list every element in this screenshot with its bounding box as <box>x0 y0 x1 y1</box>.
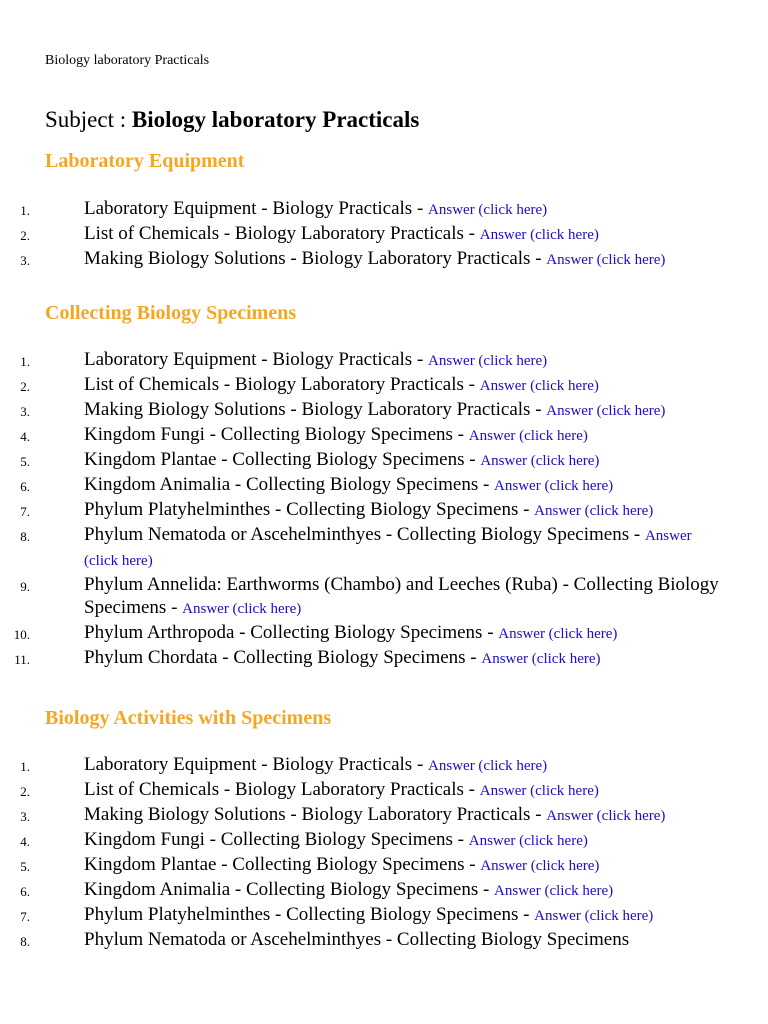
list-item-number: 8. <box>20 934 30 949</box>
list-item-text: Kingdom Fungi - Collecting Biology Specimens - <box>84 424 464 445</box>
list-item-number: 1. <box>20 203 30 218</box>
list-item <box>0 853 724 878</box>
list-item-number: 1. <box>20 354 30 369</box>
answer-link[interactable]: Answer (click here) <box>182 601 302 617</box>
list-item-text: Phylum Chordata - Collecting Biology Specimens - <box>84 647 477 668</box>
list-item-text: Kingdom Plantae - Collecting Biology Specimens - <box>84 449 476 470</box>
list-item-text: Kingdom Plantae - Collecting Biology Specimens - <box>84 854 476 875</box>
list-item <box>0 423 724 448</box>
list-item-number: 6. <box>20 479 30 494</box>
answer-link[interactable]: Answer (click here) <box>480 453 600 469</box>
list-item <box>0 803 724 828</box>
answer-link[interactable]: Answer (click here) <box>479 378 599 394</box>
list-laboratory-equipment <box>0 197 768 272</box>
list-item-text: Laboratory Equipment - Biology Practicals - <box>84 754 424 775</box>
answer-link[interactable]: Answer (click here) <box>498 626 618 642</box>
answer-link[interactable]: Answer (click here) <box>480 858 600 874</box>
list-item-number: 5. <box>20 454 30 469</box>
list-item-number: 1. <box>20 759 30 774</box>
list-item <box>0 621 724 646</box>
list-item-number: 11. <box>14 652 30 667</box>
list-activities-with-specimens <box>0 753 768 951</box>
answer-link[interactable]: Answer (click here) <box>546 252 666 268</box>
list-item-text: Laboratory Equipment - Biology Practicals - <box>84 349 424 370</box>
list-item-text: Making Biology Solutions - Biology Laboratory Practicals - <box>84 248 542 269</box>
list-item-number: 10. <box>13 627 30 642</box>
list-item-text: List of Chemicals - Biology Laboratory Practicals - <box>84 779 475 800</box>
list-item-number: 7. <box>20 909 30 924</box>
list-item-text: Phylum Platyhelminthes - Collecting Biology Specimens - <box>84 904 530 925</box>
subject-prefix: Subject : <box>45 107 127 132</box>
list-item-number: 3. <box>20 253 30 268</box>
section-heading-collecting-specimens: Collecting Biology Specimens <box>45 302 297 324</box>
list-item <box>0 778 724 803</box>
running-title: Biology laboratory Practicals <box>45 53 210 68</box>
list-item <box>0 373 724 398</box>
answer-link[interactable]: Answer (click here) <box>534 503 654 519</box>
subject-name: Biology laboratory Practicals <box>131 107 420 132</box>
answer-link[interactable]: Answer (click here) <box>468 833 588 849</box>
list-item-text: Making Biology Solutions - Biology Laboratory Practicals - <box>84 399 542 420</box>
list-item-number: 2. <box>20 379 30 394</box>
answer-link[interactable]: Answer (click here) <box>428 758 548 774</box>
list-item <box>0 828 724 853</box>
list-item-text: List of Chemicals - Biology Laboratory Practicals - <box>84 223 475 244</box>
list-item-number: 3. <box>20 809 30 824</box>
list-item-text: Phylum Platyhelminthes - Collecting Biology Specimens - <box>84 499 530 520</box>
list-item <box>0 247 724 272</box>
section-heading-laboratory-equipment: Laboratory Equipment <box>45 150 245 172</box>
list-item <box>0 222 724 247</box>
list-item <box>0 523 724 573</box>
list-item-number: 3. <box>20 404 30 419</box>
answer-link[interactable]: Answer (click here) <box>546 403 666 419</box>
answer-link[interactable]: Answer (click here) <box>84 528 692 569</box>
list-item-number: 8. <box>20 529 30 544</box>
list-item-number: 4. <box>20 429 30 444</box>
list-item-number: 7. <box>20 504 30 519</box>
list-item-number: 5. <box>20 859 30 874</box>
answer-link[interactable]: Answer (click here) <box>428 353 548 369</box>
list-item <box>0 928 724 951</box>
subject-title <box>45 107 419 133</box>
answer-link[interactable]: Answer (click here) <box>428 202 548 218</box>
list-item-text: Phylum Annelida: Earthworms (Chambo) and Leeches (Ruba) - Collecting Biology Specimens - <box>84 574 719 618</box>
answer-link[interactable]: Answer (click here) <box>481 651 601 667</box>
list-item-number: 2. <box>20 228 30 243</box>
list-item-text: Phylum Nematoda or Ascehelminthyes - Collecting Biology Specimens <box>84 929 630 950</box>
answer-link[interactable]: Answer (click here) <box>546 808 666 824</box>
list-item-number: 4. <box>20 834 30 849</box>
list-item <box>0 197 724 222</box>
answer-link[interactable]: Answer (click here) <box>494 883 614 899</box>
list-item-number: 2. <box>20 784 30 799</box>
section-heading-activities-with-specimens: Biology Activities with Specimens <box>45 707 332 729</box>
list-collecting-specimens <box>0 348 768 671</box>
answer-link[interactable]: Answer (click here) <box>534 908 654 924</box>
list-item <box>0 903 724 928</box>
answer-link[interactable]: Answer (click here) <box>468 428 588 444</box>
list-item-text: Kingdom Fungi - Collecting Biology Specimens - <box>84 829 464 850</box>
list-item <box>0 646 724 671</box>
list-item <box>0 348 724 373</box>
list-item <box>0 398 724 423</box>
list-item-text: Making Biology Solutions - Biology Laboratory Practicals - <box>84 804 542 825</box>
list-item-text: Kingdom Animalia - Collecting Biology Specimens - <box>84 879 490 900</box>
list-item <box>0 753 724 778</box>
list-item <box>0 448 724 473</box>
list-item-text: List of Chemicals - Biology Laboratory Practicals - <box>84 374 475 395</box>
list-item <box>0 878 724 903</box>
list-item-text: Phylum Nematoda or Ascehelminthyes - Collecting Biology Specimens - <box>84 524 641 545</box>
list-item-text: Kingdom Animalia - Collecting Biology Specimens - <box>84 474 490 495</box>
answer-link[interactable]: Answer (click here) <box>479 227 599 243</box>
list-item <box>0 473 724 498</box>
list-item-text: Phylum Arthropoda - Collecting Biology Specimens - <box>84 622 494 643</box>
list-item-number: 9. <box>20 579 30 594</box>
answer-link[interactable]: Answer (click here) <box>494 478 614 494</box>
list-item-text: Laboratory Equipment - Biology Practicals - <box>84 198 424 219</box>
list-item <box>0 498 724 523</box>
answer-link[interactable]: Answer (click here) <box>479 783 599 799</box>
list-item <box>0 573 724 621</box>
list-item-number: 6. <box>20 884 30 899</box>
